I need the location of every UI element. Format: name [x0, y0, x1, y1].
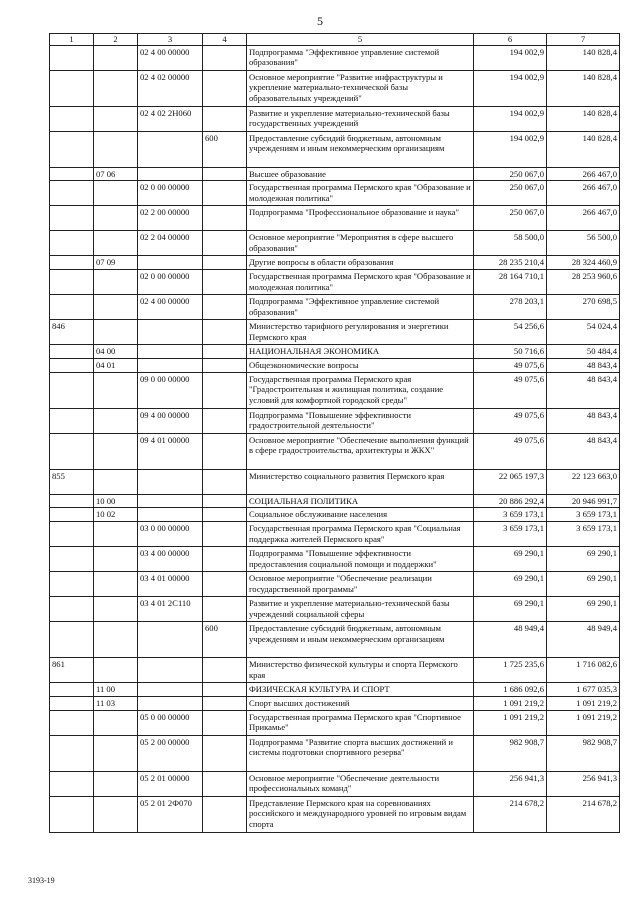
admin-code-cell	[50, 522, 94, 547]
admin-code-cell	[50, 572, 94, 597]
table-row	[50, 796, 620, 832]
amount-year1-cell: 194 002,9	[474, 131, 547, 167]
item-name-cell: Основное мероприятие "Обеспечение выполнения функций в сфере градостроительства, архитектуры и ЖКХ"	[247, 433, 474, 469]
item-name-cell: Основное мероприятие "Обеспечение деятельности профессиональных команд"	[247, 771, 474, 796]
target-article-cell: 05 2 01 2Ф070	[138, 796, 203, 832]
section-code-cell	[94, 522, 138, 547]
item-name-cell: Основное мероприятие "Развитие инфраструктуры и укрепление материально-технической базы образовательных учреждений"	[247, 70, 474, 106]
admin-code-cell: 846	[50, 320, 94, 345]
section-code-cell	[94, 710, 138, 735]
admin-code-cell	[50, 796, 94, 832]
target-article-cell	[138, 469, 203, 494]
amount-year1-cell: 194 002,9	[474, 45, 547, 70]
amount-year1-cell: 194 002,9	[474, 70, 547, 106]
item-name-cell: Государственная программа Пермского края "Образование и молодежная политика"	[247, 270, 474, 295]
amount-year1-cell: 1 686 092,6	[474, 683, 547, 697]
expense-type-cell	[203, 433, 247, 469]
target-article-cell: 02 4 00 00000	[138, 45, 203, 70]
admin-code-cell	[50, 683, 94, 697]
amount-year2-cell: 48 843,4	[547, 408, 620, 433]
item-name-cell: Спорт высших достижений	[247, 696, 474, 710]
amount-year1-cell: 69 290,1	[474, 572, 547, 597]
admin-code-cell	[50, 345, 94, 359]
section-code-cell	[94, 181, 138, 206]
expense-type-cell	[203, 408, 247, 433]
table-row	[50, 508, 620, 522]
amount-year2-cell: 256 941,3	[547, 771, 620, 796]
table-row	[50, 522, 620, 547]
amount-year2-cell: 140 828,4	[547, 131, 620, 167]
amount-year2-cell: 54 024,4	[547, 320, 620, 345]
section-code-cell	[94, 270, 138, 295]
item-name-cell: ФИЗИЧЕСКАЯ КУЛЬТУРА И СПОРТ	[247, 683, 474, 697]
item-name-cell: Высшее образование	[247, 167, 474, 181]
column-header: 1	[50, 34, 94, 46]
admin-code-cell	[50, 508, 94, 522]
amount-year2-cell: 3 659 173,1	[547, 508, 620, 522]
admin-code-cell	[50, 206, 94, 231]
section-code-cell: 04 00	[94, 345, 138, 359]
item-name-cell: Министерство физической культуры и спорта Пермского края	[247, 658, 474, 683]
amount-year1-cell: 3 659 173,1	[474, 508, 547, 522]
table-row	[50, 45, 620, 70]
table-row	[50, 320, 620, 345]
amount-year2-cell: 48 843,4	[547, 372, 620, 408]
expense-type-cell	[203, 345, 247, 359]
expense-type-cell	[203, 358, 247, 372]
amount-year2-cell: 1 091 219,2	[547, 696, 620, 710]
item-name-cell: Министерство тарифного регулирования и энергетики Пермского края	[247, 320, 474, 345]
table-row	[50, 572, 620, 597]
amount-year1-cell: 48 949,4	[474, 622, 547, 658]
amount-year2-cell: 48 843,4	[547, 433, 620, 469]
table-row	[50, 433, 620, 469]
table-row	[50, 735, 620, 771]
table-row	[50, 622, 620, 658]
table-row	[50, 167, 620, 181]
target-article-cell	[138, 167, 203, 181]
amount-year1-cell: 22 065 197,3	[474, 469, 547, 494]
item-name-cell: Общеэкономические вопросы	[247, 358, 474, 372]
expense-type-cell	[203, 320, 247, 345]
amount-year1-cell: 58 500,0	[474, 231, 547, 256]
target-article-cell: 05 2 01 00000	[138, 771, 203, 796]
table-body	[50, 45, 620, 832]
admin-code-cell	[50, 295, 94, 320]
target-article-cell	[138, 320, 203, 345]
amount-year2-cell: 48 843,4	[547, 358, 620, 372]
table-row	[50, 372, 620, 408]
admin-code-cell	[50, 181, 94, 206]
target-article-cell: 02 2 04 00000	[138, 231, 203, 256]
table-header-row	[50, 34, 620, 46]
admin-code-cell	[50, 256, 94, 270]
table-row	[50, 358, 620, 372]
expense-type-cell: 600	[203, 131, 247, 167]
amount-year1-cell: 3 659 173,1	[474, 522, 547, 547]
expense-type-cell	[203, 696, 247, 710]
table-row	[50, 70, 620, 106]
section-code-cell	[94, 771, 138, 796]
section-code-cell	[94, 45, 138, 70]
item-name-cell: Государственная программа Пермского края "Градостроительная и жилищная политика, создание условий для комфортной городской среды"	[247, 372, 474, 408]
expense-type-cell	[203, 796, 247, 832]
amount-year2-cell: 266 467,0	[547, 206, 620, 231]
target-article-cell: 02 4 00 00000	[138, 295, 203, 320]
amount-year1-cell: 49 075,6	[474, 358, 547, 372]
target-article-cell: 02 4 02 00000	[138, 70, 203, 106]
amount-year2-cell: 266 467,0	[547, 181, 620, 206]
admin-code-cell	[50, 45, 94, 70]
admin-code-cell	[50, 231, 94, 256]
page-number: 5	[317, 14, 323, 28]
expense-type-cell	[203, 683, 247, 697]
admin-code-cell	[50, 494, 94, 508]
item-name-cell: СОЦИАЛЬНАЯ ПОЛИТИКА	[247, 494, 474, 508]
admin-code-cell	[50, 70, 94, 106]
item-name-cell: Основное мероприятие "Обеспечение реализации государственной программы"	[247, 572, 474, 597]
target-article-cell	[138, 683, 203, 697]
section-code-cell	[94, 372, 138, 408]
admin-code-cell	[50, 131, 94, 167]
amount-year2-cell: 140 828,4	[547, 45, 620, 70]
target-article-cell: 03 4 00 00000	[138, 547, 203, 572]
amount-year2-cell: 48 949,4	[547, 622, 620, 658]
section-code-cell	[94, 206, 138, 231]
target-article-cell	[138, 256, 203, 270]
item-name-cell: Предоставление субсидий бюджетным, автономным учреждениям и иным некоммерческим организациям	[247, 622, 474, 658]
item-name-cell: Предоставление субсидий бюджетным, автономным учреждениям и иным некоммерческим организациям	[247, 131, 474, 167]
amount-year1-cell: 1 725 235,6	[474, 658, 547, 683]
amount-year1-cell: 28 164 710,1	[474, 270, 547, 295]
section-code-cell	[94, 295, 138, 320]
section-code-cell	[94, 408, 138, 433]
amount-year1-cell: 49 075,6	[474, 433, 547, 469]
section-code-cell	[94, 131, 138, 167]
expense-type-cell	[203, 522, 247, 547]
admin-code-cell	[50, 408, 94, 433]
item-name-cell: Государственная программа Пермского края "Социальная поддержка жителей Пермского края"	[247, 522, 474, 547]
admin-code-cell	[50, 710, 94, 735]
section-code-cell: 11 00	[94, 683, 138, 697]
amount-year1-cell: 194 002,9	[474, 106, 547, 131]
table-row	[50, 256, 620, 270]
target-article-cell: 09 4 01 00000	[138, 433, 203, 469]
expense-type-cell	[203, 494, 247, 508]
item-name-cell: Подпрограмма "Профессиональное образование и наука"	[247, 206, 474, 231]
item-name-cell: Подпрограмма "Эффективное управление системой образования"	[247, 295, 474, 320]
amount-year1-cell: 50 716,6	[474, 345, 547, 359]
section-code-cell	[94, 796, 138, 832]
section-code-cell	[94, 70, 138, 106]
admin-code-cell	[50, 433, 94, 469]
amount-year1-cell: 250 067,0	[474, 206, 547, 231]
target-article-cell: 02 0 00 00000	[138, 270, 203, 295]
expense-type-cell	[203, 70, 247, 106]
item-name-cell: НАЦИОНАЛЬНАЯ ЭКОНОМИКА	[247, 345, 474, 359]
target-article-cell: 03 4 01 00000	[138, 572, 203, 597]
table-row	[50, 181, 620, 206]
expense-type-cell	[203, 372, 247, 408]
target-article-cell	[138, 345, 203, 359]
item-name-cell: Другие вопросы в области образования	[247, 256, 474, 270]
table-row	[50, 231, 620, 256]
item-name-cell: Развитие и укрепление материально-технической базы учреждений социальной сферы	[247, 597, 474, 622]
section-code-cell	[94, 433, 138, 469]
expense-type-cell	[203, 231, 247, 256]
expense-type-cell	[203, 45, 247, 70]
expense-type-cell	[203, 710, 247, 735]
target-article-cell	[138, 696, 203, 710]
amount-year2-cell: 22 123 663,0	[547, 469, 620, 494]
table-row	[50, 683, 620, 697]
admin-code-cell	[50, 622, 94, 658]
amount-year1-cell: 1 091 219,2	[474, 696, 547, 710]
admin-code-cell	[50, 270, 94, 295]
admin-code-cell	[50, 547, 94, 572]
amount-year1-cell: 54 256,6	[474, 320, 547, 345]
section-code-cell	[94, 658, 138, 683]
table-row	[50, 696, 620, 710]
amount-year2-cell: 214 678,2	[547, 796, 620, 832]
expense-type-cell	[203, 270, 247, 295]
section-code-cell	[94, 622, 138, 658]
expense-type-cell	[203, 658, 247, 683]
target-article-cell: 09 0 00 00000	[138, 372, 203, 408]
table-row	[50, 771, 620, 796]
amount-year2-cell: 50 484,4	[547, 345, 620, 359]
target-article-cell	[138, 358, 203, 372]
section-code-cell	[94, 106, 138, 131]
admin-code-cell	[50, 597, 94, 622]
table-row	[50, 710, 620, 735]
item-name-cell: Подпрограмма "Повышение эффективности градостроительной деятельности"	[247, 408, 474, 433]
expense-type-cell	[203, 206, 247, 231]
admin-code-cell	[50, 771, 94, 796]
amount-year1-cell: 69 290,1	[474, 597, 547, 622]
section-code-cell: 07 06	[94, 167, 138, 181]
table-row	[50, 658, 620, 683]
item-name-cell: Социальное обслуживание населения	[247, 508, 474, 522]
amount-year2-cell: 28 324 460,9	[547, 256, 620, 270]
target-article-cell: 05 2 00 00000	[138, 735, 203, 771]
expense-type-cell	[203, 167, 247, 181]
column-header: 5	[247, 34, 474, 46]
table-row	[50, 469, 620, 494]
section-code-cell	[94, 231, 138, 256]
amount-year2-cell: 56 500,0	[547, 231, 620, 256]
target-article-cell	[138, 131, 203, 167]
target-article-cell	[138, 494, 203, 508]
admin-code-cell	[50, 735, 94, 771]
admin-code-cell	[50, 167, 94, 181]
amount-year2-cell: 20 946 991,7	[547, 494, 620, 508]
expense-type-cell	[203, 181, 247, 206]
budget-table	[49, 33, 620, 833]
expense-type-cell	[203, 508, 247, 522]
section-code-cell	[94, 735, 138, 771]
amount-year2-cell: 1 677 035,3	[547, 683, 620, 697]
section-code-cell: 07 09	[94, 256, 138, 270]
table-row	[50, 494, 620, 508]
footer-document-code: 3193-19	[28, 876, 55, 885]
amount-year2-cell: 69 290,1	[547, 572, 620, 597]
table-row	[50, 547, 620, 572]
target-article-cell	[138, 658, 203, 683]
item-name-cell: Государственная программа Пермского края "Спортивное Прикамье"	[247, 710, 474, 735]
amount-year1-cell: 278 203,1	[474, 295, 547, 320]
section-code-cell	[94, 572, 138, 597]
column-header: 2	[94, 34, 138, 46]
amount-year1-cell: 250 067,0	[474, 167, 547, 181]
section-code-cell	[94, 320, 138, 345]
table-row	[50, 408, 620, 433]
expense-type-cell	[203, 597, 247, 622]
section-code-cell: 11 03	[94, 696, 138, 710]
column-header: 3	[138, 34, 203, 46]
table-row	[50, 345, 620, 359]
expense-type-cell: 600	[203, 622, 247, 658]
expense-type-cell	[203, 572, 247, 597]
table-row	[50, 270, 620, 295]
expense-type-cell	[203, 547, 247, 572]
amount-year1-cell: 250 067,0	[474, 181, 547, 206]
table-row	[50, 206, 620, 231]
table-row	[50, 597, 620, 622]
amount-year1-cell: 49 075,6	[474, 372, 547, 408]
amount-year1-cell: 1 091 219,2	[474, 710, 547, 735]
target-article-cell: 02 2 00 00000	[138, 206, 203, 231]
admin-code-cell	[50, 358, 94, 372]
section-code-cell: 10 00	[94, 494, 138, 508]
target-article-cell: 05 0 00 00000	[138, 710, 203, 735]
amount-year2-cell: 270 698,5	[547, 295, 620, 320]
amount-year2-cell: 266 467,0	[547, 167, 620, 181]
amount-year2-cell: 69 290,1	[547, 597, 620, 622]
expense-type-cell	[203, 735, 247, 771]
amount-year1-cell: 20 886 292,4	[474, 494, 547, 508]
expense-type-cell	[203, 771, 247, 796]
target-article-cell: 03 0 00 00000	[138, 522, 203, 547]
table-row	[50, 131, 620, 167]
admin-code-cell	[50, 696, 94, 710]
item-name-cell: Представление Пермского края на соревнованиях российского и международного уровней по игровым видам спорта	[247, 796, 474, 832]
amount-year2-cell: 3 659 173,1	[547, 522, 620, 547]
column-header: 7	[547, 34, 620, 46]
section-code-cell: 04 01	[94, 358, 138, 372]
target-article-cell: 02 4 02 2Н060	[138, 106, 203, 131]
item-name-cell: Подпрограмма "Повышение эффективности предоставления социальной помощи и поддержки"	[247, 547, 474, 572]
item-name-cell: Основное мероприятие "Мероприятия в сфере высшего образования"	[247, 231, 474, 256]
expense-type-cell	[203, 469, 247, 494]
item-name-cell: Развитие и укрепление материально-технической базы государственных учреждений	[247, 106, 474, 131]
amount-year1-cell: 28 235 210,4	[474, 256, 547, 270]
item-name-cell: Подпрограмма "Эффективное управление системой образования"	[247, 45, 474, 70]
admin-code-cell	[50, 372, 94, 408]
amount-year1-cell: 214 678,2	[474, 796, 547, 832]
column-header: 6	[474, 34, 547, 46]
section-code-cell: 10 02	[94, 508, 138, 522]
section-code-cell	[94, 597, 138, 622]
admin-code-cell: 855	[50, 469, 94, 494]
amount-year2-cell: 1 091 219,2	[547, 710, 620, 735]
amount-year2-cell: 28 253 960,6	[547, 270, 620, 295]
amount-year2-cell: 69 290,1	[547, 547, 620, 572]
section-code-cell	[94, 547, 138, 572]
table-row	[50, 106, 620, 131]
section-code-cell	[94, 469, 138, 494]
target-article-cell	[138, 622, 203, 658]
amount-year1-cell: 69 290,1	[474, 547, 547, 572]
amount-year2-cell: 1 716 082,6	[547, 658, 620, 683]
item-name-cell: Государственная программа Пермского края "Образование и молодежная политика"	[247, 181, 474, 206]
admin-code-cell	[50, 106, 94, 131]
expense-type-cell	[203, 295, 247, 320]
amount-year1-cell: 982 908,7	[474, 735, 547, 771]
target-article-cell: 02 0 00 00000	[138, 181, 203, 206]
amount-year2-cell: 140 828,4	[547, 70, 620, 106]
amount-year1-cell: 256 941,3	[474, 771, 547, 796]
admin-code-cell: 861	[50, 658, 94, 683]
item-name-cell: Министерство социального развития Пермского края	[247, 469, 474, 494]
target-article-cell: 09 4 00 00000	[138, 408, 203, 433]
target-article-cell	[138, 508, 203, 522]
column-header: 4	[203, 34, 247, 46]
amount-year2-cell: 140 828,4	[547, 106, 620, 131]
expense-type-cell	[203, 106, 247, 131]
expense-type-cell	[203, 256, 247, 270]
amount-year2-cell: 982 908,7	[547, 735, 620, 771]
item-name-cell: Подпрограмма "Развитие спорта высших достижений и системы подготовки спортивного резерва"	[247, 735, 474, 771]
amount-year1-cell: 49 075,6	[474, 408, 547, 433]
table-row	[50, 295, 620, 320]
target-article-cell: 03 4 01 2С110	[138, 597, 203, 622]
